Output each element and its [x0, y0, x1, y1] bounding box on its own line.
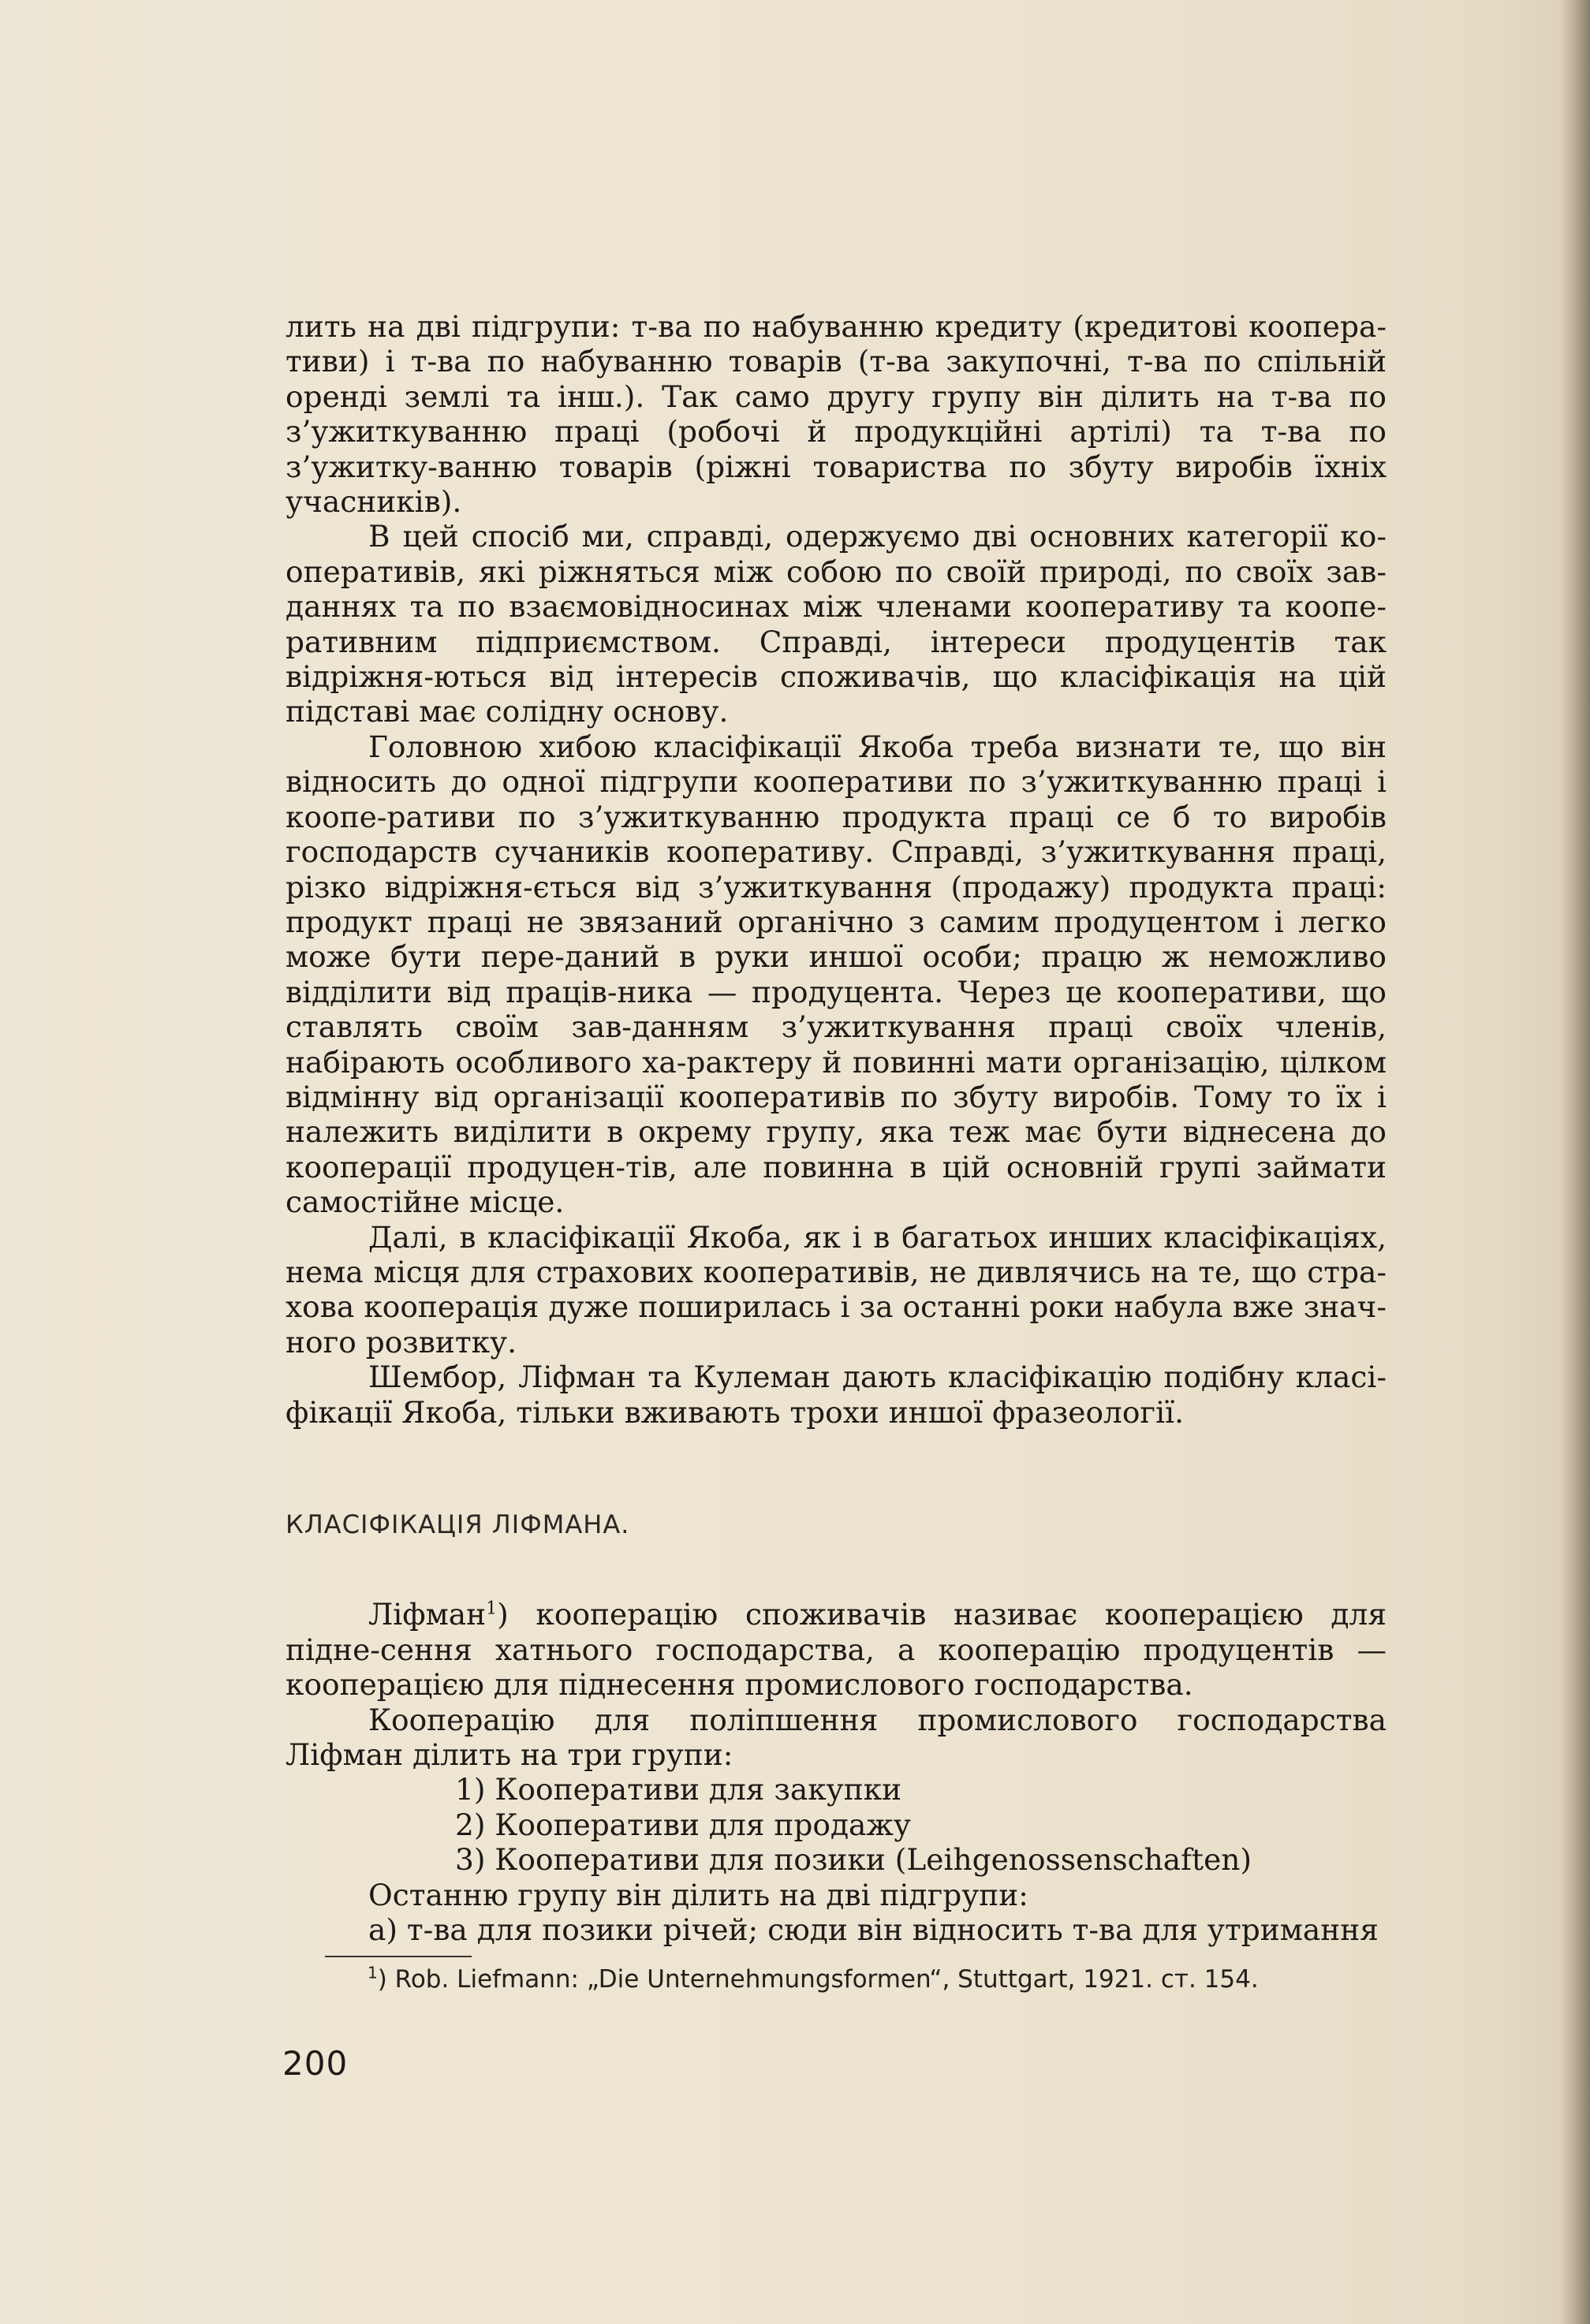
page-binding-shadow: [1560, 0, 1590, 2324]
paragraph-continuation: лить на дві підгрупи: т-ва по набуванню кредиту (кредитові коопера-тиви) і т-ва по набуванню товарів (т-ва закупочні, т-ва по спільній оренді землі та інш.). Так само другу групу він ділить на т-ва по з’ужиткуванню праці (робочі й продукційні артілі) та т-ва по з’ужитку-ванню товарів (ріжні товариства по збуту виробів їхніх учасників).: [286, 309, 1387, 520]
list-item: 1) Кооперативи для закупки: [455, 1772, 902, 1807]
paragraph-shembor: Шембор, Ліфман та Кулеман дають класіфікацію подібну класі-фікації Якоба, тільки вживають трохи иншої фразеології.: [286, 1360, 1387, 1430]
paragraph-liefmann: [286, 1597, 1387, 1702]
list-item: 3) Кооперативи для позики (Leihgenossenschaften): [455, 1842, 1252, 1878]
footnote: [368, 1964, 1393, 1995]
footnote-divider: [325, 1956, 472, 1957]
liefmann-name: Ліфман: [368, 1597, 487, 1632]
groups-list: [286, 1772, 1387, 1877]
list-item: 2) Кооперативи для продажу: [455, 1807, 911, 1842]
paragraph-three-groups: Кооперацію для поліпшення промислового господарства Ліфман ділить на три групи:: [286, 1702, 1387, 1773]
footnote-text: ) Rob. Liefmann: „Die Unternehmungsformen“, Stuttgart, 1921. ст. 154.: [377, 1965, 1259, 1994]
liefmann-text: ) кооперацію споживачів називає кооперацією для підне-сення хатнього господарства, а кооперацію продуцентів — кооперацією для піднесення промислового господарства.: [286, 1597, 1387, 1703]
page-number: 200: [282, 2044, 349, 2083]
section-heading: КЛАСІФІКАЦІЯ ЛІФМАНА.: [286, 1509, 630, 1539]
paragraph-last-group: Останню групу він ділить на дві підгрупи:: [368, 1877, 1028, 1912]
paragraph-insurance: Далі, в класіфікації Якоба, як і в багатьох инших класіфікаціях, нема місця для страхових кооперативів, не дивлячись на те, що стра-хова кооперація дуже поширилась і за останні роки набула вже знач-ного розвитку.: [286, 1219, 1387, 1360]
paragraph-jacob-flaw: Головною хибою класіфікації Якоба треба визнати те, що він відносить до одної підгрупи кооперативи по з’ужиткуванню праці і коопе-ративи по з’ужиткуванню продукта праці се б то виробів господарств сучаників кооперативу. Справді, з’ужиткування праці, різко відріжня-ється від з’ужиткування (продажу) продукта праці: продукт праці не звязаний органічно з самим продуцентом і легко може бути пере-даний в руки иншої особи; працю ж неможливо відділити від праців-ника — продуцента. Через це кооперативи, що ставлять своїм зав-данням з’ужиткування праці своїх членів, набірають особливого ха-рактеру й повинні мати організацію, цілком відмінну від організації кооперативів по збуту виробів. Тому то їх і належить виділити в окрему групу, яка теж має бути віднесена до кооперації продуцен-тів, але повинна в цій основній групі займати самостійне місце.: [286, 729, 1387, 1220]
paragraph-categories: В цей спосіб ми, справді, одержуємо дві основних категорії ко-оперативів, які ріжняться між собою по своїй природі, по своїх зав-даннях та по взаємовідносинах між членами кооперативу та коопе-ративним підприємством. Справді, інтереси продуцентів так відріжня-ються від інтересів споживачів, що класіфікація на цій підставі має солідну основу.: [286, 519, 1387, 729]
footnote-reference: 1: [486, 1598, 498, 1619]
footnote-mark: 1: [368, 1963, 378, 1983]
paragraph-subgroup-a: а) т-ва для позики річей; сюди він відносить т-ва для утримання: [368, 1912, 1379, 1948]
body-text: [286, 309, 1387, 1947]
